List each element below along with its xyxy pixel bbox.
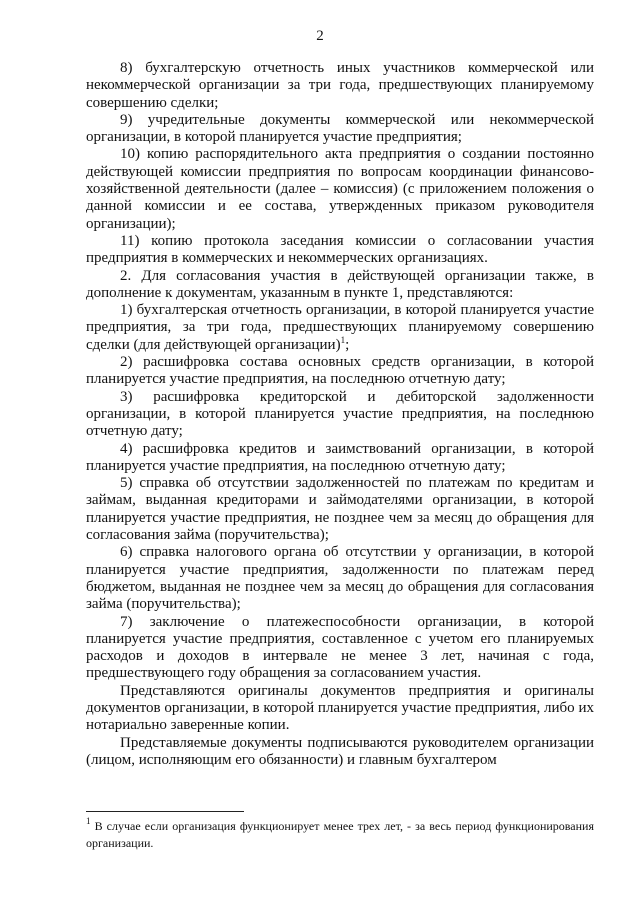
footnote-reference: 1 xyxy=(340,334,346,345)
paragraph-item-10: 10) копию распорядительного акта предприятия о создании постоянно действующей комиссии предприятия по вопросам координации финансово-хозяйственной деятельности (далее – комиссия) (с приложением положения о данной комиссии и ее состава, утвержденных приказом руководителя организации); xyxy=(86,146,594,232)
paragraph-section-2: 2. Для согласования участия в действующей организации также, в дополнение к документам, указанным в пункте 1, представляются: xyxy=(86,267,594,301)
paragraph-sub-1-text: 1) бухгалтерская отчетность организации, в которой планируется участие предприятия, за три года, предшествующих планируемому совершению сделки (для действующей организации) xyxy=(86,302,594,353)
paragraph-sub-2: 2) расшифровка состава основных средств организации, в которой планируется участие предприятия, на последнюю отчетную дату; xyxy=(86,354,594,388)
paragraph-sub-5: 5) справка об отсутствии задолженностей по платежам по кредитам и займам, выданная кредиторами и займодателями организации, в которой планируется участие предприятия, не позднее чем за месяц до обращения для согласования займа (поручительства); xyxy=(86,475,594,544)
paragraph-signatures: Представляемые документы подписываются руководителем организации (лицом, исполняющим его обязанности) и главным бухгалтером xyxy=(86,734,594,768)
page-number: 2 xyxy=(316,28,324,44)
footnote-separator xyxy=(86,811,244,812)
paragraph-item-9: 9) учредительные документы коммерческой или некоммерческой организации, в которой планируется участие предприятия; xyxy=(86,111,594,146)
footnote xyxy=(86,818,594,851)
paragraph-sub-6: 6) справка налогового органа об отсутствии у организации, в которой планируется участие предприятия, задолженности по платежам перед бюджетом, выданная не позднее чем за месяц до обращения для согласования займа (поручительства); xyxy=(86,544,594,613)
paragraph-sub-7: 7) заключение о платежеспособности организации, в которой планируется участие предприятия, составленное с учетом его планируемых расходов и доходов в интервале не менее 3 лет, начиная с года, предшествующего году обращения за согласованием участия. xyxy=(86,613,594,682)
paragraph-sub-3: 3) расшифровка кредиторской и дебиторской задолженности организации, в которой планируется участие предприятия, на последнюю отчетную дату; xyxy=(86,388,594,440)
footnote-marker: 1 xyxy=(86,816,91,826)
paragraph-item-8: 8) бухгалтерскую отчетность иных участников коммерческой или некоммерческой организации за три года, предшествующих планируемому совершению сделки; xyxy=(86,60,594,111)
document-body xyxy=(86,60,594,769)
paragraph-sub-1-end: ; xyxy=(345,336,350,353)
paragraph-item-11: 11) копию протокола заседания комиссии о согласовании участия предприятия в коммерческих и некоммерческих организациях. xyxy=(86,232,594,267)
footnote-text: В случае если организация функционирует менее трех лет, - за весь период функционирования организации. xyxy=(86,819,594,850)
paragraph-sub-4: 4) расшифровка кредитов и заимствований организации, в которой планируется участие предприятия, на последнюю отчетную дату; xyxy=(86,440,594,474)
paragraph-originals: Представляются оригиналы документов предприятия и оригиналы документов организации, в которой планируется участие предприятия, либо их нотариально заверенные копии. xyxy=(86,682,594,734)
paragraph-sub-1 xyxy=(86,302,594,354)
